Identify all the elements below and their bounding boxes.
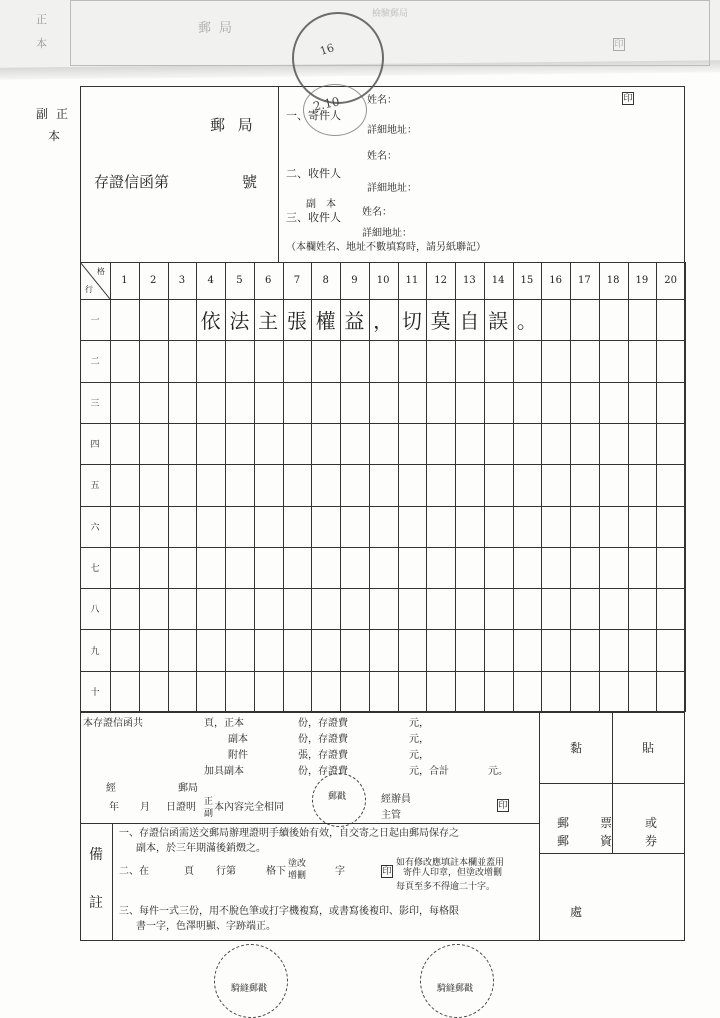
- column-number: 14: [491, 275, 505, 286]
- letter-char: 切: [401, 309, 422, 334]
- letter-char: 主: [258, 309, 279, 334]
- header-post-office: 郵 局: [210, 116, 257, 134]
- row-number: 六: [90, 522, 100, 533]
- fees-jing: 經: [106, 783, 116, 794]
- fees-row2-yuan: 元，: [409, 734, 429, 745]
- postmark-label: 郵戳: [328, 792, 347, 802]
- stamp-chu: 處: [570, 905, 583, 919]
- fees-row1-copies: 份，存證費: [298, 718, 348, 729]
- column-number: 13: [463, 275, 476, 286]
- fees-row4-total: 元。: [488, 766, 508, 777]
- recipient-address-label: 詳細地址：: [367, 183, 417, 194]
- header-title-suffix: 號: [242, 173, 258, 191]
- row-number: 一: [90, 316, 100, 327]
- fees-row1-unit: 頁，正本: [204, 718, 244, 729]
- letter-char: 法: [229, 309, 250, 334]
- letter-char: 張: [286, 309, 307, 334]
- handler-seal: 印: [498, 801, 508, 811]
- grid-row-line: [80, 547, 685, 548]
- note2-cell: 格下: [266, 866, 286, 877]
- stamp-quan: 券: [645, 834, 658, 848]
- notes-zhu: 註: [89, 895, 103, 911]
- letter-char: 自: [459, 309, 480, 334]
- column-number: 1: [121, 275, 128, 286]
- stamp-zi: 資: [600, 834, 613, 848]
- recipient-name-label: 姓名：: [367, 151, 397, 162]
- stamp-piao: 票: [600, 816, 613, 830]
- letter-char: 益: [344, 309, 365, 334]
- grid-col-line: [168, 262, 169, 712]
- stamp-tie: 貼: [642, 741, 655, 755]
- fees-row4-yuan: 元，合計: [409, 766, 449, 777]
- letter-char: 依: [200, 309, 221, 334]
- row-number: 五: [90, 481, 100, 492]
- fees-day-proof: 日證明: [166, 802, 196, 813]
- sender-name-label: 姓名：: [367, 95, 397, 106]
- grid-col-line: [139, 262, 140, 712]
- grid-row-line: [80, 629, 685, 630]
- note1-line-a: 一、存證信函需送交郵局辦理證明手續後始有效，自交寄之日起由郵局保存之: [119, 828, 459, 839]
- top-strip-seal: 印: [614, 40, 624, 50]
- fees-month: 月: [140, 802, 150, 813]
- note2-zeng: 增刪: [288, 871, 307, 881]
- sender-address-label: 詳細地址：: [367, 125, 417, 136]
- grid-row-line: [80, 671, 685, 672]
- column-number: 9: [351, 275, 358, 286]
- stamp-box-line2: [539, 853, 685, 854]
- letter-char: 誤: [488, 309, 509, 334]
- fees-row3-copies: 張，存證費: [298, 750, 348, 761]
- notes-divider: [112, 823, 113, 941]
- note2-hint1: 如有修改應填註本欄並蓋用: [396, 858, 505, 868]
- column-number: 2: [149, 275, 157, 286]
- note2-at: 二、在: [119, 866, 149, 877]
- top-strip-left-a: 正: [36, 13, 47, 26]
- header-note: （本欄姓名、地址不數填寫時，請另紙聯記）: [286, 242, 486, 253]
- column-number: 15: [520, 275, 534, 286]
- note1-line-b: 副本，於三年期滿後銷燬之。: [136, 843, 266, 854]
- letter-char: 。: [516, 309, 537, 334]
- letter-grid: [80, 262, 685, 712]
- note2-page: 頁: [184, 866, 194, 877]
- note2-hint2: 寄件人印章，但塗改增刪: [403, 868, 503, 878]
- grid-row-line: [80, 506, 685, 507]
- grid-col-line: [570, 262, 571, 712]
- column-number: 10: [376, 275, 390, 286]
- column-number: 17: [578, 275, 591, 286]
- grid-col-line: [656, 262, 657, 712]
- column-number: 11: [405, 275, 419, 286]
- fees-notes-divider: [80, 823, 539, 824]
- note2-hint3: 每頁至多不得逾二十字。: [396, 882, 496, 892]
- fees-post-office: 郵局: [178, 783, 198, 794]
- stamp-box-vline: [612, 711, 613, 853]
- row-number: 八: [90, 605, 100, 616]
- column-number: 12: [434, 275, 447, 286]
- postmark-text-top: 2.10: [311, 94, 341, 114]
- fees-identical: 本內容完全相同: [214, 802, 284, 813]
- column-number: 16: [549, 275, 562, 286]
- fees-row3-label: 附件: [228, 750, 248, 761]
- grid-row-line: [80, 464, 685, 465]
- fees-row2-label: 副本: [228, 734, 248, 745]
- side-label-ben: 本: [48, 129, 61, 143]
- row-number: 九: [90, 646, 100, 657]
- column-number: 5: [236, 275, 243, 286]
- fees-intro: 本存證信函共: [83, 718, 143, 729]
- seam-seal-left: [214, 944, 288, 1018]
- fees-row1-yuan: 元，: [409, 718, 429, 729]
- letter-char: 莫: [430, 309, 451, 334]
- notes-bei: 備: [89, 847, 103, 863]
- column-number: 7: [293, 275, 301, 286]
- postmark-stamp-small: [303, 84, 367, 136]
- column-number: 19: [635, 275, 649, 286]
- stamp-you1: 郵: [557, 816, 570, 830]
- grid-col-line: [110, 262, 111, 712]
- note3-line-a: 三、每件一式三份，用不脫色筆或打字機複寫，或書寫後複印、影印，每格限: [119, 906, 459, 917]
- postmark-text-mid: 16: [318, 41, 336, 58]
- grid-row-line: [80, 588, 685, 589]
- fees-row2-copies: 份，存證費: [298, 734, 348, 745]
- letter-char: ，: [373, 309, 394, 334]
- row-number: 三: [90, 398, 100, 409]
- note2-zi: 字: [335, 866, 345, 877]
- grid-col-line: [628, 262, 629, 712]
- cc-label-b: 三、收件人: [286, 211, 341, 224]
- column-number: 4: [207, 275, 214, 286]
- row-number: 二: [90, 357, 100, 368]
- stamp-you2: 郵: [557, 834, 570, 848]
- fees-row4-copies: 份，存證費: [298, 766, 348, 777]
- fees-handler: 經辦員: [381, 794, 411, 805]
- fees-fu: 副: [204, 809, 214, 819]
- column-number: 3: [178, 275, 186, 286]
- grid-col-line: [685, 262, 686, 712]
- cc-label-a: 副 本: [306, 199, 336, 210]
- grid-corner-bottom: 行: [85, 284, 93, 294]
- seam-seal-right: [420, 944, 494, 1018]
- grid-col-line: [599, 262, 600, 712]
- column-number: 6: [264, 275, 272, 286]
- fees-zheng: 正: [204, 797, 214, 807]
- grid-col-line: [541, 262, 542, 712]
- header-title-prefix: 存證信函第: [94, 173, 170, 191]
- top-strip-left-b: 本: [36, 37, 47, 50]
- side-label-fu: 副: [36, 107, 49, 121]
- column-number: 20: [664, 275, 677, 286]
- fees-divider: [539, 711, 540, 941]
- note3-line-b: 書一字，色澤明顯、字跡端正。: [136, 921, 276, 932]
- sender-label: 一、寄件人: [286, 109, 341, 122]
- stamp-huo: 或: [645, 816, 658, 830]
- seam-seal-left-label: 騎縫郵戳: [231, 984, 268, 994]
- top-strip-center: 郵局: [198, 21, 241, 36]
- header-divider: [278, 86, 279, 263]
- side-label-zheng: 正: [56, 107, 69, 121]
- row-number: 十: [90, 687, 100, 698]
- grid-corner-top: 格: [97, 266, 105, 276]
- fees-year: 年: [109, 802, 119, 813]
- row-number: 七: [90, 563, 100, 574]
- row-number: 四: [90, 440, 100, 451]
- top-strip-faded-text: 檢驗郵局: [372, 9, 409, 19]
- grid-row-line: [80, 382, 685, 383]
- cc-address-label: 詳細地址：: [362, 228, 412, 239]
- grid-row-line: [80, 423, 685, 424]
- note2-seal: 印: [382, 867, 392, 877]
- column-number: 18: [606, 275, 620, 286]
- grid-row-line: [80, 340, 685, 341]
- cc-name-label: 姓名：: [362, 207, 392, 218]
- column-number: 8: [322, 275, 329, 286]
- letter-char: 權: [315, 309, 336, 334]
- fees-row4-label: 加具副本: [204, 766, 244, 777]
- recipient-label: 二、收件人: [286, 167, 341, 180]
- seam-seal-right-label: 騎縫郵戳: [437, 984, 474, 994]
- sender-seal: 印: [623, 94, 633, 104]
- stamp-nian: 黏: [570, 741, 583, 755]
- fees-row3-yuan: 元，: [409, 750, 429, 761]
- note2-line: 行第: [216, 866, 236, 877]
- fees-supervisor: 主管: [381, 810, 401, 821]
- note2-tu: 塗改: [288, 859, 307, 869]
